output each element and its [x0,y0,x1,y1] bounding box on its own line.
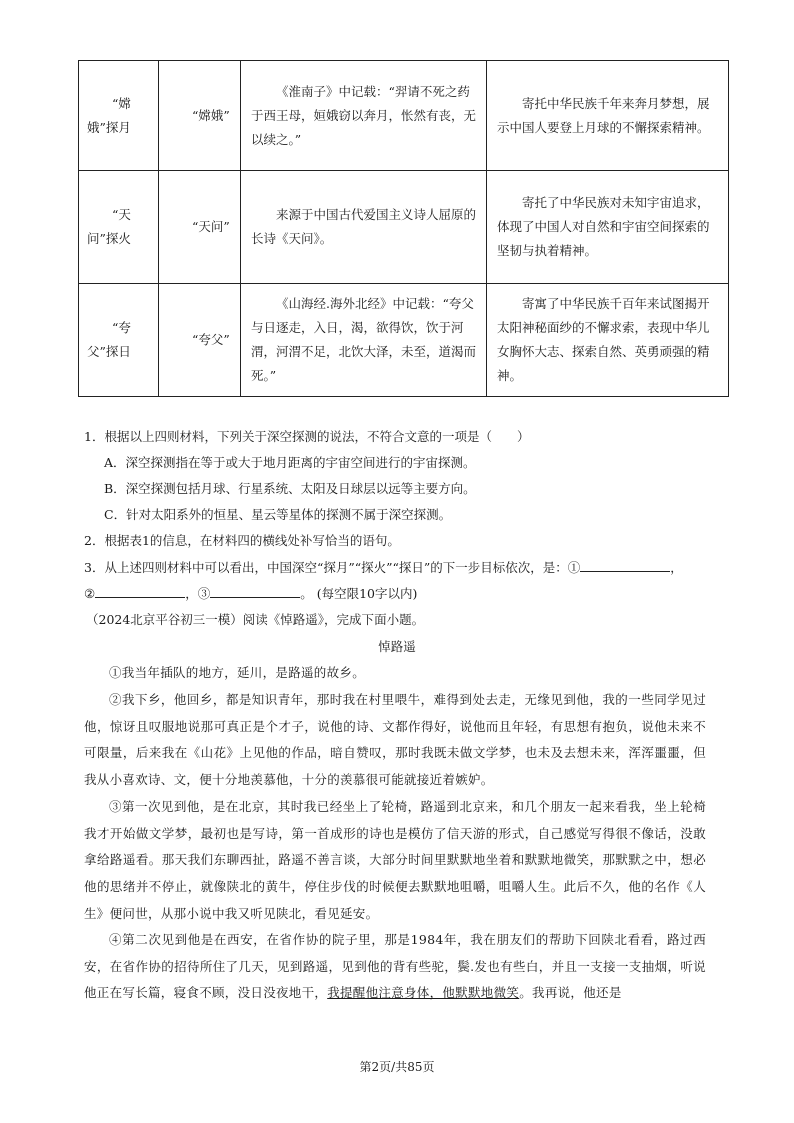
question-3-cont: ② ，③ 。 (每空限10字以内) [84,583,417,604]
option-b: B．深空探测包括月球、行星系统、太阳及日球层以远等主要方向。 [104,481,476,496]
option-a: A．深空探测指在等于或大于地月距离的宇宙空间进行的宇宙探测。 [104,455,476,470]
page-number: 第2页/共85页 [359,1060,435,1074]
question-3: 3．从上述四则材料中可以看出，中国深空“探月”“探火”“探日”的下一步目标依次，是：① ， [84,557,683,578]
mission-origin: “天问” [159,171,241,284]
option-c: C．针对太阳系外的恒星、星云等星体的探测不属于深空探测。 [104,507,452,522]
table-row [79,284,729,397]
paragraph-1: ①我当年插队的地方，延川，是路遥的故乡。 [109,665,366,680]
mission-source: 《山海经.海外北经》中记载：“夸父与日逐走，入日，渴，欲得饮，饮于河渭，河渭不足，北饮大泽，未至，道渴而死。” [241,284,487,397]
mission-meaning: 寄寓了中华民族千百年来试图揭开太阳神秘面纱的不懈求索，表现中华儿女胸怀大志、探索自然、英勇顽强的精神。 [487,284,729,397]
reading-intro: （2024北京平谷初三一模）阅读《悼路遥》，完成下面小题。 [86,612,425,627]
underlined-sentence: 我提醒他注意身体，他默默地微笑 [327,985,520,1001]
question-2: 2．根据表1的信息，在材料四的横线处补写恰当的语句。 [84,533,400,548]
table-row [79,171,729,284]
mission-name: “嫦娥”探月 [79,61,159,171]
answer-blank-3[interactable] [210,583,300,598]
answer-blank-2[interactable] [95,583,185,598]
mission-name: “夸父”探日 [79,284,159,397]
table-row [79,61,729,171]
mission-meaning: 寄托中华民族千年来奔月梦想，展示中国人要登上月球的不懈探索精神。 [487,61,729,171]
paragraph-2: ②我下乡，他回乡，都是知识青年，那时我在村里喂牛，难得到处去走，无缘见到他，我的一些同学见过他，惊讶且叹服地说那可真正是个才子，说他的诗、文都作得好，说他而且年轻，有思想有抱负，说他未来不可限量，后来我在《山花》上见他的作品，暗自赞叹，那时我既未做文学梦，也未及去想未来，浑浑噩噩，但我从小喜欢诗、文，便十分地羡慕他，十分的羡慕很可能就接近着嫉妒。 [84,692,706,788]
answer-blank-1[interactable] [580,557,670,572]
mission-origin: “夸父” [159,284,241,397]
mission-source: 《淮南子》中记载：“羿请不死之药于西王母，姮娥窃以奔月，怅然有丧，无以续之。” [241,61,487,171]
mission-meaning: 寄托了中华民族对未知宇宙追求，体现了中国人对自然和宇宙空间探索的坚韧与执着精神。 [487,171,729,284]
mission-source: 来源于中国古代爱国主义诗人屈原的长诗《天问》。 [241,171,487,284]
material-table [78,60,729,397]
paragraph-3: ③第一次见到他，是在北京，其时我已经坐上了轮椅，路遥到北京来，和几个朋友一起来看我，坐上轮椅我才开始做文学梦，最初也是写诗，第一首成形的诗也是模仿了信天游的形式，自己感觉写得很不像话，没敢拿给路遥看。那天我们东聊西扯，路遥不善言谈，大部分时间里默默地坐着和默默地微笑，那默默之中，想必他的思绪并不停止，就像陕北的黄牛，停住步伐的时候便去默默地咀嚼，咀嚼人生。此后不久，他的名作《人生》便问世，从那小说中我又听见陕北，看见延安。 [84,799,706,921]
question-1: 1．根据以上四则材料，下列关于深空探测的说法，不符合文意的一项是（ ） [84,429,530,444]
mission-name: “天问”探火 [79,171,159,284]
mission-origin: “嫦娥” [159,61,241,171]
article-title: 悼路遥 [378,639,416,654]
paragraph-4: ④第二次见到他是在西安，在省作协的院子里，那是1984年，我在朋友们的帮助下回陕北看看，路过西安，在省作协的招待所住了几天，见到路遥，见到他的背有些驼，鬓.发也有些白，并且一支接一支抽烟，听说他正在写长篇，寝食不顾，没日没夜地干，我提醒他注意身体，他默默地微笑。我再说，他还是 [84,932,706,1001]
